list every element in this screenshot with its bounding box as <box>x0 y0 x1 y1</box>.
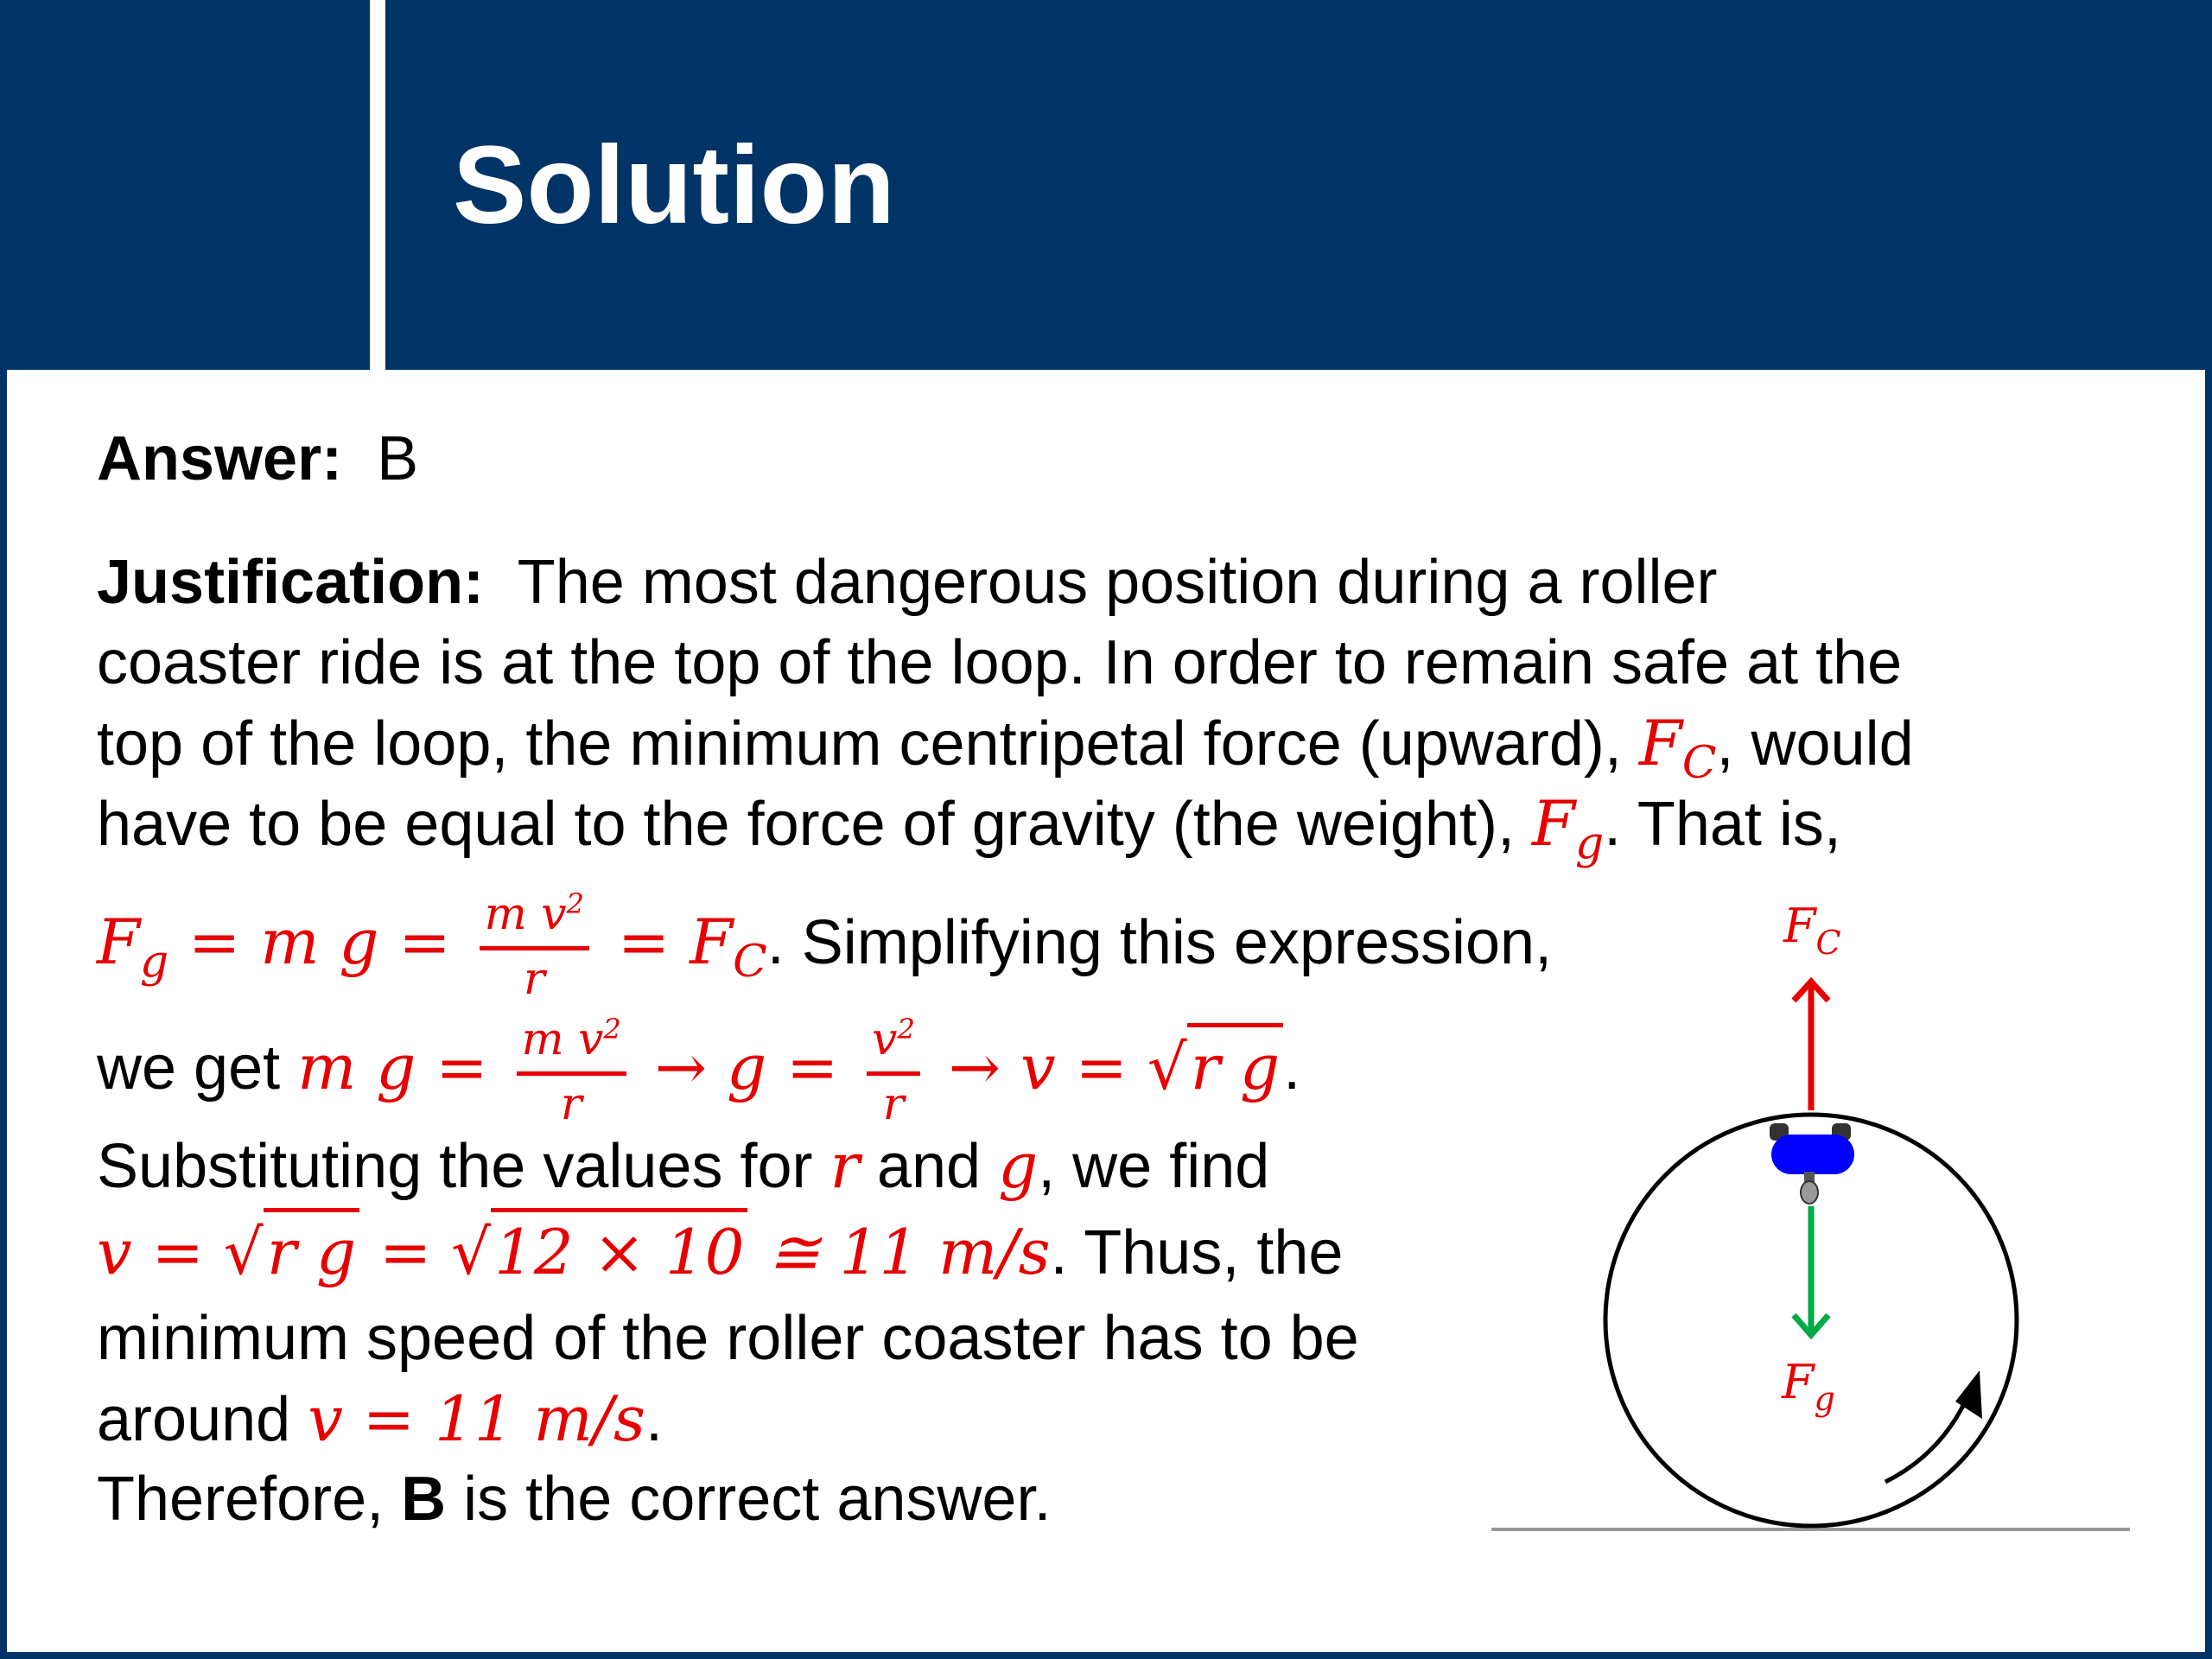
justification-line-2 <box>97 623 1902 703</box>
justification-line-9: minimum speed of the roller coaster has to be <box>97 1304 1359 1373</box>
equation-force-balance: $F_g = m$ g = $\frac{m v^2}{r}$ = $F_C$ <box>97 887 767 1005</box>
text-line-5: . Simplifying this expression, <box>766 908 1553 977</box>
text-line-2: coaster ride is at the top of the loop. In order to remain safe at the <box>97 628 1903 697</box>
header-divider <box>370 0 385 370</box>
text-line-4a: have to be equal to the force of gravity (the weight), <box>97 790 1532 859</box>
fraction-v2-r: $\frac{v^2}{r}$ <box>867 1014 920 1130</box>
fc-label: $F_C$ <box>1783 899 1841 962</box>
fc-symbol: $F_C$ <box>1638 707 1717 789</box>
cart-body <box>1771 1135 1854 1174</box>
text-line-3b: , would <box>1716 709 1914 779</box>
fraction-mv2-r: $\frac{m v^2}{r}$ <box>480 889 589 1005</box>
page-title: Solution <box>453 124 895 247</box>
fg-symbol: $F_g$ <box>1531 787 1605 869</box>
cart-mass <box>1801 1181 1818 1204</box>
header-bar <box>0 0 2212 370</box>
r-symbol: r <box>830 1129 860 1202</box>
text-line-8: . Thus, the <box>1050 1218 1344 1287</box>
equation-line-2: we get m g = $\frac{m v^2}{r}$ → g = $\frac{v^2}{r}$ → v = √r g. <box>97 1013 1301 1130</box>
correct-answer: B <box>401 1465 447 1534</box>
answer-label: Answer: <box>97 424 343 493</box>
justification-line-3 <box>97 703 1914 791</box>
equation-line-1 <box>97 873 1552 1018</box>
justification-line-4 <box>97 784 1841 871</box>
text-line-3a: top of the loop, the minimum centripetal force (upward), <box>97 709 1639 779</box>
answer-value: B <box>377 424 419 493</box>
conclusion-line: Therefore, B is the correct answer. <box>97 1465 1052 1534</box>
justification-label: Justification: <box>97 548 485 617</box>
g-symbol: g <box>998 1129 1039 1202</box>
answer-line <box>97 419 418 499</box>
justification-line-1 <box>97 543 1718 623</box>
text-line-1: The most dangerous position during a roller <box>517 548 1718 617</box>
final-speed: v = 11 m/s <box>308 1382 645 1455</box>
equation-substitution: v = √r g = √12 × 10 ≅ 11 m/s <box>97 1208 1051 1288</box>
fg-label: $F_g$ <box>1782 1355 1835 1418</box>
justification-line-7: Substituting the values for r and g, we find <box>97 1129 1270 1202</box>
text-line-4b: . That is, <box>1604 790 1841 859</box>
justification-line-10: around v = 11 m/s. <box>97 1382 664 1455</box>
fraction-mv2-r-2: $\frac{m v^2}{r}$ <box>517 1014 626 1130</box>
equation-simplify: m g = $\frac{m v^2}{r}$ → g = $\frac{v^2}{r}$ → v = √r g <box>297 1031 1283 1103</box>
text-line-6: we get <box>97 1033 298 1103</box>
loop-diagram <box>1486 890 2152 1555</box>
equation-line-3 <box>97 1212 1343 1294</box>
